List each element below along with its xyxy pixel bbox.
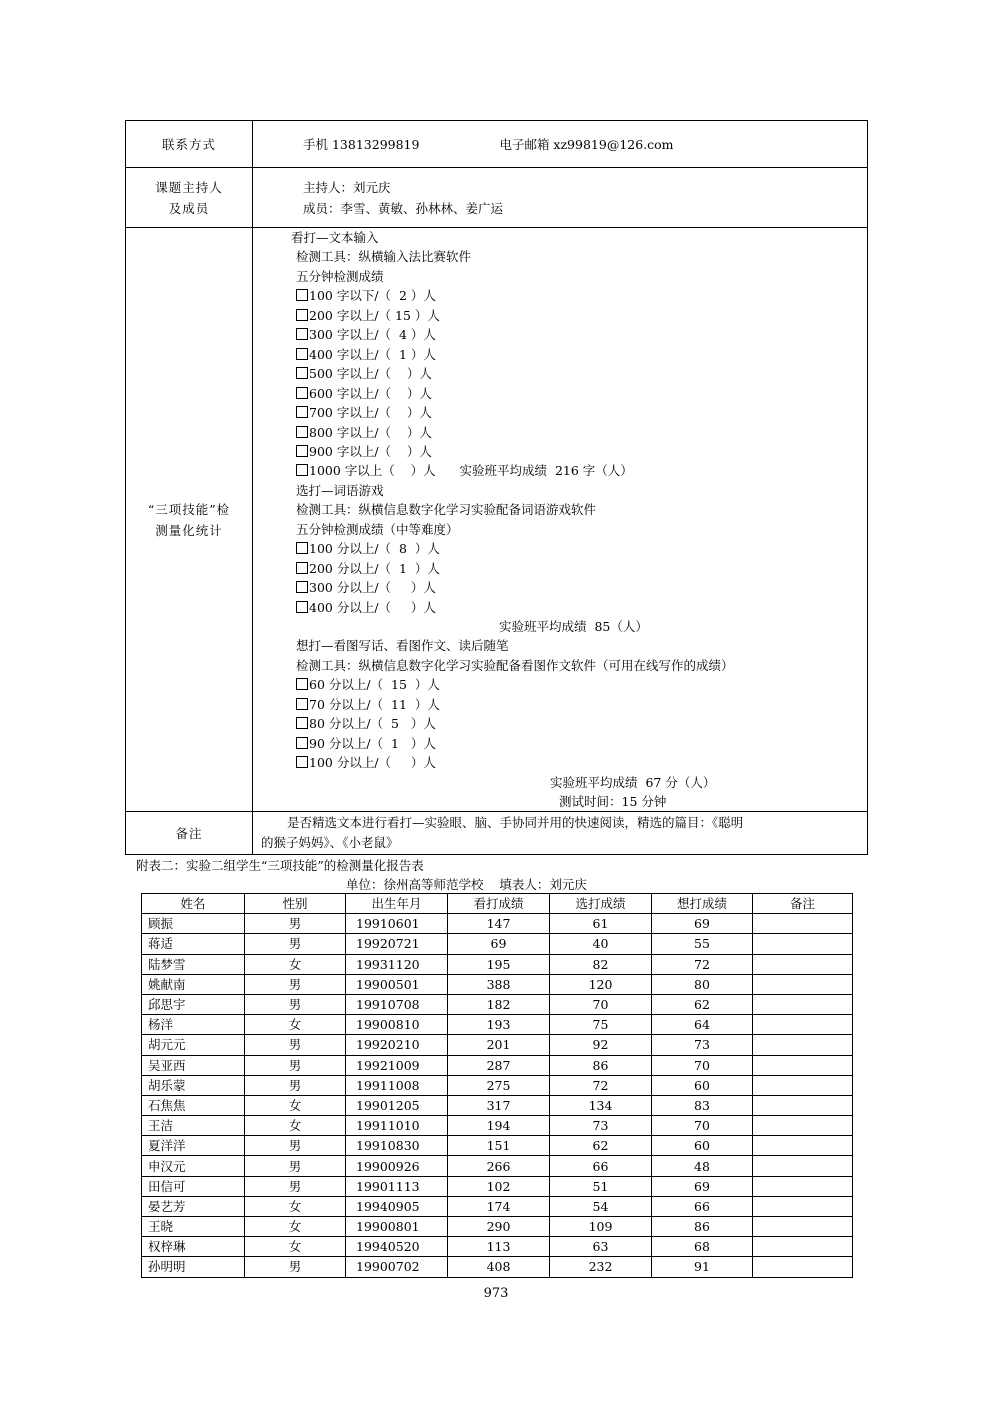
stats-line [296, 539, 440, 559]
table-cell: 19901205 [346, 1095, 448, 1115]
checkbox-icon [296, 737, 308, 749]
table-cell: 82 [550, 954, 652, 974]
stats-line-text: 300 分以上/（ ）人 [309, 580, 436, 596]
table-cell: 孙明明 [142, 1257, 245, 1277]
column-header: 出生年月 [346, 894, 448, 914]
table-cell [753, 1176, 853, 1196]
table-cell: 姚献南 [142, 974, 245, 994]
table-cell: 86 [550, 1055, 652, 1075]
table-row [142, 1196, 853, 1216]
stats-line-text: 实验班平均成绩 67 分（人） [550, 774, 716, 790]
table-row [142, 1217, 853, 1237]
table-cell: 19900501 [346, 974, 448, 994]
stats-line [296, 247, 471, 267]
table-cell: 女 [245, 1095, 346, 1115]
checkbox-icon [296, 367, 308, 379]
stats-line-text: 检测工具：纵横信息数字化学习实验配备词语游戏软件 [296, 502, 597, 518]
column-header: 性别 [245, 894, 346, 914]
table-cell [753, 934, 853, 954]
stats-line-text: 500 字以上/（ ）人 [309, 366, 432, 382]
table-cell: 男 [245, 1176, 346, 1196]
table-cell: 75 [550, 1015, 652, 1035]
stats-line-text: 800 字以上/（ ）人 [309, 424, 432, 440]
table-cell: 91 [652, 1257, 753, 1277]
table-cell: 54 [550, 1196, 652, 1216]
table-cell: 61 [550, 914, 652, 934]
table-cell [753, 1055, 853, 1075]
host-label-line1: 课题主持人 [155, 179, 223, 195]
checkbox-icon [296, 581, 308, 593]
table-cell: 86 [652, 1217, 753, 1237]
table-cell [753, 1035, 853, 1055]
table-cell: 134 [550, 1095, 652, 1115]
table-row [142, 1176, 853, 1196]
table-cell: 51 [550, 1176, 652, 1196]
stats-line [296, 656, 734, 676]
checkbox-icon [296, 678, 308, 690]
table-cell: 70 [652, 1116, 753, 1136]
table-row [142, 1075, 853, 1095]
table-cell [753, 1237, 853, 1257]
table-cell [753, 1257, 853, 1277]
table-cell: 胡元元 [142, 1035, 245, 1055]
checkbox-icon [296, 698, 308, 710]
table-cell: 男 [245, 934, 346, 954]
checkbox-icon [296, 445, 308, 457]
stats-line-text: 实验班平均成绩 85（人） [499, 619, 648, 634]
table-cell: 69 [652, 1176, 753, 1196]
host-name: 主持人：刘元庆 [303, 179, 391, 195]
table-cell: 19920210 [346, 1035, 448, 1055]
stats-line [296, 734, 436, 754]
table-cell: 19901113 [346, 1176, 448, 1196]
table-row [142, 954, 853, 974]
table-cell: 男 [245, 1156, 346, 1176]
stats-line [550, 773, 715, 793]
table-cell: 男 [245, 1257, 346, 1277]
table-row [142, 1257, 853, 1277]
stats-line [499, 617, 648, 637]
remarks-line1: 是否精选文本进行看打—实验眼、脑、手协同并用的快速阅读，精选的篇目：《聪明 [287, 815, 744, 830]
table-cell: 275 [448, 1075, 550, 1095]
stats-line [296, 636, 509, 656]
checkbox-icon [296, 348, 308, 360]
table-cell: 女 [245, 1015, 346, 1035]
table-cell: 388 [448, 974, 550, 994]
table-cell: 60 [652, 1075, 753, 1095]
table-row [142, 1035, 853, 1055]
table-cell: 201 [448, 1035, 550, 1055]
table-cell: 195 [448, 954, 550, 974]
table-cell: 120 [550, 974, 652, 994]
table-cell: 64 [652, 1015, 753, 1035]
column-header: 想打成绩 [652, 894, 753, 914]
table-cell: 吴亚西 [142, 1055, 245, 1075]
stats-line-text: 检测工具：纵横信息数字化学习实验配备看图作文软件（可用在线写作的成绩） [296, 657, 734, 673]
checkbox-icon [296, 426, 308, 438]
table-cell [753, 1196, 853, 1216]
stats-label [126, 228, 253, 812]
table-cell: 权梓琳 [142, 1237, 245, 1257]
table-cell: 顾振 [142, 914, 245, 934]
table-cell: 287 [448, 1055, 550, 1075]
table-cell: 晏艺芳 [142, 1196, 245, 1216]
table-cell: 夏洋洋 [142, 1136, 245, 1156]
stats-line-text: 检测工具：纵横输入法比赛软件 [296, 249, 472, 265]
stats-line-text: 300 字以上/（ 4 ）人 [309, 327, 436, 343]
table-cell: 女 [245, 954, 346, 974]
stats-line [296, 559, 440, 579]
contact-email: 电子邮箱 xz99819@126.com [499, 137, 674, 152]
stats-line-text: 想打—看图写话、看图作文、读后随笔 [296, 638, 509, 654]
stats-line-text: 测试时间：15 分钟 [559, 794, 667, 810]
table-cell: 19931120 [346, 954, 448, 974]
table-row [142, 1136, 853, 1156]
checkbox-icon [296, 542, 308, 554]
table-cell: 19911010 [346, 1116, 448, 1136]
host-members: 成员：李雪、黄敏、孙林林、姜广运 [303, 200, 504, 216]
table-cell: 408 [448, 1257, 550, 1277]
stats-line-text: 200 分以上/（ 1 ）人 [309, 560, 440, 576]
table-cell: 男 [245, 974, 346, 994]
table-row [142, 1237, 853, 1257]
table-cell: 72 [550, 1075, 652, 1095]
table-cell: 69 [652, 914, 753, 934]
table-cell: 66 [652, 1196, 753, 1216]
host-label [126, 168, 253, 228]
table-cell: 王洁 [142, 1116, 245, 1136]
project-info-table [125, 120, 868, 855]
table-cell: 62 [652, 994, 753, 1014]
table-row [142, 934, 853, 954]
table-cell: 陆梦雪 [142, 954, 245, 974]
stats-line [296, 423, 432, 443]
checkbox-icon [296, 309, 308, 321]
table-cell: 申汉元 [142, 1156, 245, 1176]
table-cell: 胡乐蒙 [142, 1075, 245, 1095]
checkbox-icon [296, 289, 308, 301]
table-cell: 92 [550, 1035, 652, 1055]
table-cell: 73 [652, 1035, 753, 1055]
table-cell [753, 954, 853, 974]
stats-line [296, 325, 436, 345]
table-cell [753, 1095, 853, 1115]
checkbox-icon [296, 562, 308, 574]
table-cell: 王晓 [142, 1217, 245, 1237]
table-cell: 151 [448, 1136, 550, 1156]
table-cell: 55 [652, 934, 753, 954]
appendix-title: 附表二：实验二组学生“三项技能”的检测量化报告表 [136, 858, 424, 873]
table-row [142, 1116, 853, 1136]
table-cell [753, 974, 853, 994]
column-header: 选打成绩 [550, 894, 652, 914]
table-cell: 19920721 [346, 934, 448, 954]
table-cell: 60 [652, 1136, 753, 1156]
stats-line [296, 364, 432, 384]
table-cell: 193 [448, 1015, 550, 1035]
stats-line [296, 695, 440, 715]
table-cell: 73 [550, 1116, 652, 1136]
table-cell: 19910601 [346, 914, 448, 934]
table-cell [753, 994, 853, 1014]
table-cell [753, 1015, 853, 1035]
table-cell: 102 [448, 1176, 550, 1196]
checkbox-icon [296, 601, 308, 613]
table-cell: 72 [652, 954, 753, 974]
stats-line [296, 345, 436, 365]
stats-line-text: 看打—文本输入 [291, 230, 379, 245]
table-cell: 66 [550, 1156, 652, 1176]
stats-line-text: 700 字以上/（ ）人 [309, 405, 432, 421]
table-cell: 男 [245, 1055, 346, 1075]
table-cell: 蒋适 [142, 934, 245, 954]
host-label-line2: 及成员 [168, 200, 210, 216]
stats-line [296, 384, 432, 404]
stats-line-text: 100 分以上/（ ）人 [309, 755, 436, 771]
checkbox-icon [296, 464, 308, 476]
table-cell: 男 [245, 914, 346, 934]
table-row [142, 1095, 853, 1115]
stats-line [296, 598, 436, 618]
table-cell: 194 [448, 1116, 550, 1136]
stats-line-text: 600 字以上/（ ）人 [309, 385, 432, 401]
table-row [142, 994, 853, 1014]
stats-line-text: 90 分以上/（ 1 ）人 [309, 735, 436, 751]
checkbox-icon [296, 406, 308, 418]
table-cell: 63 [550, 1237, 652, 1257]
table-cell: 女 [245, 1196, 346, 1216]
table-cell: 48 [652, 1156, 753, 1176]
stats-line [296, 520, 459, 540]
stats-line [296, 481, 384, 501]
table-cell: 杨洋 [142, 1015, 245, 1035]
table-row [142, 974, 853, 994]
contact-label: 联系方式 [126, 121, 253, 168]
stats-line [296, 578, 436, 598]
stats-line-text: 80 分以上/（ 5 ）人 [309, 716, 436, 732]
table-cell [753, 914, 853, 934]
table-cell: 70 [652, 1055, 753, 1075]
table-cell: 147 [448, 914, 550, 934]
remarks-cell [253, 812, 868, 855]
stats-line [296, 267, 384, 287]
stats-label-line2: 测量化统计 [155, 522, 223, 538]
table-cell [753, 1075, 853, 1095]
table-cell [753, 1116, 853, 1136]
table-cell [753, 1136, 853, 1156]
table-cell [753, 1217, 853, 1237]
table-cell: 女 [245, 1116, 346, 1136]
table-cell: 40 [550, 934, 652, 954]
stats-line-text: 100 分以上/（ 8 ）人 [309, 541, 440, 557]
table-cell: 182 [448, 994, 550, 1014]
table-cell: 62 [550, 1136, 652, 1156]
stats-line [291, 228, 379, 248]
table-cell [753, 1156, 853, 1176]
table-cell: 19910708 [346, 994, 448, 1014]
table-cell: 19940905 [346, 1196, 448, 1216]
stats-line-text: 60 分以上/（ 15 ）人 [309, 677, 440, 693]
table-row [142, 1015, 853, 1035]
table-cell: 266 [448, 1156, 550, 1176]
checkbox-icon [296, 387, 308, 399]
table-cell: 19900702 [346, 1257, 448, 1277]
checkbox-icon [296, 717, 308, 729]
table-row [142, 1055, 853, 1075]
stats-line-text: 五分钟检测成绩 [296, 268, 384, 284]
host-cell [253, 168, 868, 228]
checkbox-icon [296, 756, 308, 768]
stats-line-text: 选打—词语游戏 [296, 482, 384, 498]
stats-cell [253, 228, 868, 812]
stats-line [296, 286, 436, 306]
stats-line [296, 461, 633, 481]
column-header: 姓名 [142, 894, 245, 914]
stats-line-text: 70 分以上/（ 11 ）人 [309, 696, 440, 712]
table-row [142, 914, 853, 934]
table-cell: 男 [245, 994, 346, 1014]
stats-label-line1: “三项技能”检 [147, 501, 231, 517]
table-cell: 69 [448, 934, 550, 954]
stats-line [296, 442, 432, 462]
stats-line-text: 1000 字以上（ ）人 实验班平均成绩 216 字（人） [309, 463, 633, 479]
table-cell: 174 [448, 1196, 550, 1216]
table-cell: 68 [652, 1237, 753, 1257]
table-cell: 19910830 [346, 1136, 448, 1156]
score-table-header [142, 894, 853, 914]
stats-line [296, 753, 436, 773]
table-cell: 19900810 [346, 1015, 448, 1035]
remarks-label: 备注 [126, 812, 253, 855]
table-cell: 19940520 [346, 1237, 448, 1257]
table-cell: 石焦焦 [142, 1095, 245, 1115]
stats-line [296, 306, 440, 326]
table-row [142, 1156, 853, 1176]
table-cell: 232 [550, 1257, 652, 1277]
table-cell: 男 [245, 1136, 346, 1156]
score-table [141, 893, 853, 1278]
stats-line [296, 403, 432, 423]
table-cell: 317 [448, 1095, 550, 1115]
stats-line-text: 400 字以上/（ 1 ）人 [309, 346, 436, 362]
table-cell: 19900926 [346, 1156, 448, 1176]
stats-line-text: 五分钟检测成绩（中等难度） [296, 521, 459, 537]
table-cell: 290 [448, 1217, 550, 1237]
checkbox-icon [296, 328, 308, 340]
stats-line [296, 714, 436, 734]
stats-line-text: 200 字以上/（ 15 ）人 [309, 307, 440, 323]
table-cell: 男 [245, 1075, 346, 1095]
stats-line-text: 100 字以下/（ 2 ）人 [309, 288, 436, 304]
stats-line [296, 500, 596, 520]
table-cell: 男 [245, 1035, 346, 1055]
column-header: 备注 [753, 894, 853, 914]
table-cell: 邱思宇 [142, 994, 245, 1014]
table-cell: 80 [652, 974, 753, 994]
table-cell: 83 [652, 1095, 753, 1115]
column-header: 看打成绩 [448, 894, 550, 914]
stats-line [296, 675, 440, 695]
table-cell: 女 [245, 1237, 346, 1257]
table-cell: 19900801 [346, 1217, 448, 1237]
table-cell: 女 [245, 1217, 346, 1237]
table-cell: 田信可 [142, 1176, 245, 1196]
contact-cell [253, 121, 868, 168]
stats-line-text: 900 字以上/（ ）人 [309, 443, 432, 459]
page-number: 973 [483, 1286, 509, 1301]
table-cell: 113 [448, 1237, 550, 1257]
stats-line-text: 400 分以上/（ ）人 [309, 599, 436, 615]
table-cell: 70 [550, 994, 652, 1014]
stats-line [559, 792, 666, 812]
appendix-unit: 单位：徐州高等师范学校 填表人：刘元庆 [346, 877, 587, 892]
table-cell: 109 [550, 1217, 652, 1237]
table-cell: 19921009 [346, 1055, 448, 1075]
contact-phone: 手机 13813299819 [303, 137, 420, 152]
table-cell: 19911008 [346, 1075, 448, 1095]
remarks-line2: 的猴子妈妈》、《小老鼠》 [261, 835, 399, 850]
